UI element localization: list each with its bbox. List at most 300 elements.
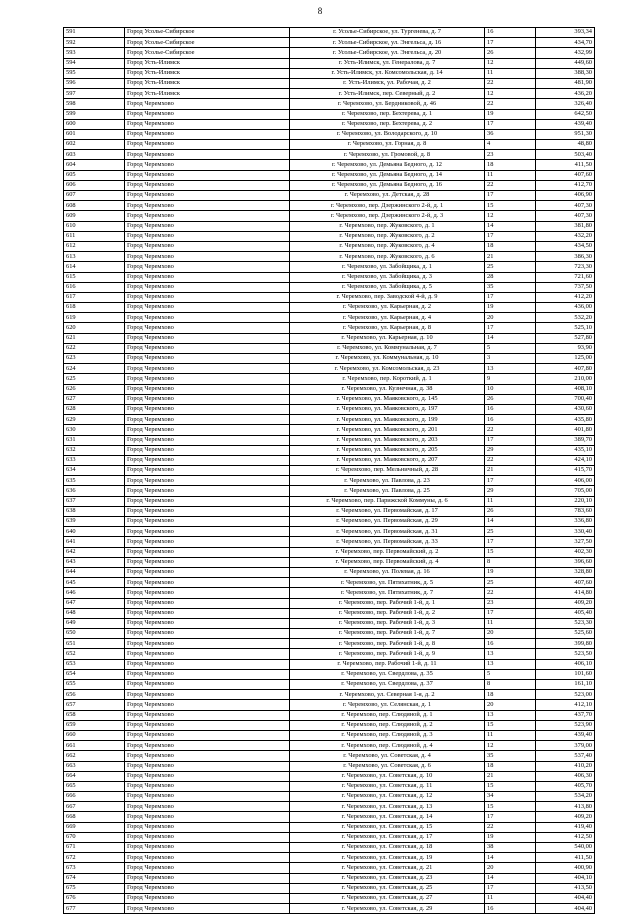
count-cell: 22 <box>485 425 536 435</box>
count-cell: 5 <box>485 343 536 353</box>
table-row <box>64 28 595 38</box>
area-cell: 405,70 <box>536 781 595 791</box>
address-cell: г. Черемхово, пер. Слюдяной, д. 1 <box>290 710 485 720</box>
count-cell: 17 <box>485 476 536 486</box>
table-row <box>64 435 595 445</box>
count-cell: 17 <box>485 435 536 445</box>
address-cell: г. Черемхово, ул. Кузнечная, д. 38 <box>290 384 485 394</box>
address-cell: г. Черемхово, ул. Павлова, д. 25 <box>290 486 485 496</box>
count-cell: 13 <box>485 659 536 669</box>
row-number-cell: 677 <box>64 904 125 914</box>
count-cell: 15 <box>485 201 536 211</box>
row-number-cell: 668 <box>64 812 125 822</box>
table-row <box>64 618 595 628</box>
table-row <box>64 119 595 129</box>
municipality-cell: Город Черемхово <box>125 313 290 323</box>
row-number-cell: 653 <box>64 659 125 669</box>
address-cell: г. Черемхово, ул. Советская, д. 14 <box>290 812 485 822</box>
count-cell: 22 <box>485 78 536 88</box>
municipality-cell: Город Черемхово <box>125 354 290 364</box>
count-cell: 11 <box>485 730 536 740</box>
municipality-cell: Город Черемхово <box>125 904 290 914</box>
municipality-cell: Город Черемхово <box>125 109 290 119</box>
table-row <box>64 557 595 567</box>
address-cell: г. Черемхово, ул. Советская, д. 6 <box>290 761 485 771</box>
table-row <box>64 680 595 690</box>
municipality-cell: Город Черемхово <box>125 425 290 435</box>
area-cell: 410,20 <box>536 761 595 771</box>
municipality-cell: Город Черемхово <box>125 649 290 659</box>
count-cell: 22 <box>485 180 536 190</box>
row-number-cell: 672 <box>64 853 125 863</box>
row-number-cell: 658 <box>64 710 125 720</box>
municipality-cell: Город Усть-Илимск <box>125 89 290 99</box>
row-number-cell: 598 <box>64 99 125 109</box>
row-number-cell: 663 <box>64 761 125 771</box>
row-number-cell: 618 <box>64 303 125 313</box>
count-cell: 29 <box>485 486 536 496</box>
address-cell: г. Черемхово, ул. Забойщика, д. 1 <box>290 262 485 272</box>
count-cell: 20 <box>485 700 536 710</box>
table-row <box>64 262 595 272</box>
count-cell: 38 <box>485 843 536 853</box>
area-cell: 721,60 <box>536 272 595 282</box>
table-row <box>64 669 595 679</box>
table-row <box>64 191 595 201</box>
row-number-cell: 671 <box>64 843 125 853</box>
table-row <box>64 170 595 180</box>
address-cell: г. Черемхово, ул. Селянская, д. 1 <box>290 700 485 710</box>
count-cell: 13 <box>485 364 536 374</box>
count-cell: 17 <box>485 323 536 333</box>
municipality-cell: Город Черемхово <box>125 700 290 710</box>
area-cell: 409,20 <box>536 598 595 608</box>
count-cell: 21 <box>485 466 536 476</box>
address-cell: г. Черемхово, пер. Дзержинского 2-й, д. 1 <box>290 201 485 211</box>
count-cell: 16 <box>485 415 536 425</box>
area-cell: 411,50 <box>536 853 595 863</box>
municipality-cell: Город Усолье-Сибирское <box>125 48 290 58</box>
address-cell: г. Черемхово, ул. Забойщика, д. 5 <box>290 282 485 292</box>
area-cell: 401,80 <box>536 425 595 435</box>
table-row <box>64 567 595 577</box>
row-number-cell: 607 <box>64 191 125 201</box>
count-cell: 8 <box>485 680 536 690</box>
count-cell: 17 <box>485 119 536 129</box>
address-cell: г. Усть-Илимск, ул. Рабочая, д. 2 <box>290 78 485 88</box>
municipality-cell: Город Черемхово <box>125 598 290 608</box>
table-row <box>64 649 595 659</box>
table-row <box>64 771 595 781</box>
address-cell: г. Черемхово, ул. Советская, д. 19 <box>290 853 485 863</box>
page-number: 8 <box>317 6 323 16</box>
municipality-cell: Город Черемхово <box>125 883 290 893</box>
address-cell: г. Черемхово, пер. Рабочий 1-й, д. 3 <box>290 618 485 628</box>
area-cell: 540,00 <box>536 843 595 853</box>
row-number-cell: 652 <box>64 649 125 659</box>
row-number-cell: 670 <box>64 832 125 842</box>
area-cell: 393,34 <box>536 28 595 38</box>
area-cell: 527,80 <box>536 333 595 343</box>
count-cell: 11 <box>485 68 536 78</box>
municipality-cell: Город Черемхово <box>125 496 290 506</box>
row-number-cell: 622 <box>64 343 125 353</box>
area-cell: 412,50 <box>536 832 595 842</box>
row-number-cell: 599 <box>64 109 125 119</box>
address-cell: г. Черемхово, ул. Первомайская, д. 33 <box>290 537 485 547</box>
count-cell: 19 <box>485 567 536 577</box>
area-cell: 408,10 <box>536 384 595 394</box>
address-cell: г. Черемхово, ул. Бердниковой, д. 46 <box>290 99 485 109</box>
table-row <box>64 659 595 669</box>
row-number-cell: 642 <box>64 547 125 557</box>
area-cell: 705,00 <box>536 486 595 496</box>
row-number-cell: 603 <box>64 150 125 160</box>
row-number-cell: 600 <box>64 119 125 129</box>
count-cell: 26 <box>485 48 536 58</box>
table-row <box>64 822 595 832</box>
table-row <box>64 476 595 486</box>
municipality-cell: Город Черемхово <box>125 659 290 669</box>
municipality-cell: Город Черемхово <box>125 710 290 720</box>
count-cell: 13 <box>485 710 536 720</box>
address-cell: г. Черемхово, ул. Северная 1-я, д. 2 <box>290 690 485 700</box>
area-cell: 336,80 <box>536 517 595 527</box>
address-cell: г. Черемхово, ул. Свердлова, д. 35 <box>290 669 485 679</box>
area-cell: 161,10 <box>536 680 595 690</box>
count-cell: 12 <box>485 741 536 751</box>
row-number-cell: 616 <box>64 282 125 292</box>
municipality-cell: Город Черемхово <box>125 629 290 639</box>
row-number-cell: 665 <box>64 781 125 791</box>
address-cell: г. Усть-Илимск, пер. Северный, д. 2 <box>290 89 485 99</box>
area-cell: 210,00 <box>536 374 595 384</box>
municipality-cell: Город Черемхово <box>125 639 290 649</box>
area-cell: 481,90 <box>536 78 595 88</box>
area-cell: 439,40 <box>536 730 595 740</box>
municipality-cell: Город Черемхово <box>125 129 290 139</box>
municipality-cell: Город Черемхово <box>125 191 290 201</box>
area-cell: 101,60 <box>536 669 595 679</box>
count-cell: 35 <box>485 282 536 292</box>
municipality-cell: Город Черемхово <box>125 160 290 170</box>
municipality-cell: Город Черемхово <box>125 751 290 761</box>
address-cell: г. Черемхово, пер. Заводской 4-й, д. 9 <box>290 292 485 302</box>
area-cell: 439,40 <box>536 119 595 129</box>
municipality-cell: Город Черемхово <box>125 822 290 832</box>
count-cell: 16 <box>485 404 536 414</box>
row-number-cell: 593 <box>64 48 125 58</box>
municipality-cell: Город Черемхово <box>125 527 290 537</box>
row-number-cell: 639 <box>64 517 125 527</box>
row-number-cell: 632 <box>64 445 125 455</box>
table-row <box>64 588 595 598</box>
municipality-cell: Город Черемхово <box>125 415 290 425</box>
count-cell: 16 <box>485 28 536 38</box>
municipality-cell: Город Черемхово <box>125 150 290 160</box>
address-cell: г. Черемхово, пер. Первомайский, д. 4 <box>290 557 485 567</box>
count-cell: 15 <box>485 781 536 791</box>
row-number-cell: 657 <box>64 700 125 710</box>
area-cell: 523,30 <box>536 618 595 628</box>
municipality-cell: Город Черемхово <box>125 578 290 588</box>
municipality-cell: Город Черемхово <box>125 262 290 272</box>
row-number-cell: 621 <box>64 333 125 343</box>
row-number-cell: 625 <box>64 374 125 384</box>
table-row <box>64 904 595 914</box>
address-cell: г. Черемхово, пер. Слюдяной, д. 4 <box>290 741 485 751</box>
row-number-cell: 602 <box>64 140 125 150</box>
municipality-cell: Город Черемхово <box>125 812 290 822</box>
count-cell: 18 <box>485 241 536 251</box>
address-cell: г. Черемхово, ул. Маяковского, д. 145 <box>290 394 485 404</box>
count-cell: 10 <box>485 384 536 394</box>
table-row <box>64 425 595 435</box>
row-number-cell: 606 <box>64 180 125 190</box>
table-row <box>64 374 595 384</box>
municipality-cell: Город Усть-Илимск <box>125 68 290 78</box>
row-number-cell: 614 <box>64 262 125 272</box>
area-cell: 399,80 <box>536 639 595 649</box>
municipality-cell: Город Черемхово <box>125 241 290 251</box>
count-cell: 19 <box>485 109 536 119</box>
row-number-cell: 604 <box>64 160 125 170</box>
area-cell: 432,99 <box>536 48 595 58</box>
table-row <box>64 537 595 547</box>
municipality-cell: Город Черемхово <box>125 466 290 476</box>
address-cell: г. Черемхово, пер. Рабочий 1-й, д. 11 <box>290 659 485 669</box>
municipality-cell: Город Черемхово <box>125 99 290 109</box>
row-number-cell: 620 <box>64 323 125 333</box>
municipality-cell: Город Черемхово <box>125 201 290 211</box>
row-number-cell: 669 <box>64 822 125 832</box>
address-cell: г. Черемхово, ул. Коммунальная, д. 7 <box>290 343 485 353</box>
row-number-cell: 643 <box>64 557 125 567</box>
count-cell: 3 <box>485 354 536 364</box>
address-cell: г. Черемхово, ул. Советская, д. 10 <box>290 771 485 781</box>
table-row <box>64 313 595 323</box>
table-row <box>64 211 595 221</box>
row-number-cell: 659 <box>64 720 125 730</box>
area-cell: 407,30 <box>536 201 595 211</box>
municipality-cell: Город Черемхово <box>125 221 290 231</box>
area-cell: 409,20 <box>536 812 595 822</box>
municipality-cell: Город Черемхово <box>125 282 290 292</box>
table-row <box>64 710 595 720</box>
table-row <box>64 201 595 211</box>
table-row <box>64 292 595 302</box>
table-row <box>64 486 595 496</box>
address-cell: г. Черемхово, пер. Мельничный, д. 28 <box>290 466 485 476</box>
row-number-cell: 666 <box>64 792 125 802</box>
address-cell: г. Черемхово, пер. Первомайский, д. 2 <box>290 547 485 557</box>
area-cell: 326,40 <box>536 99 595 109</box>
count-cell: 18 <box>485 160 536 170</box>
municipality-cell: Город Черемхово <box>125 445 290 455</box>
count-cell: 34 <box>485 792 536 802</box>
municipality-cell: Город Черемхово <box>125 802 290 812</box>
table-row <box>64 741 595 751</box>
count-cell: 12 <box>485 89 536 99</box>
count-cell: 14 <box>485 873 536 883</box>
address-cell: г. Черемхово, пер. Короткий, д. 1 <box>290 374 485 384</box>
row-number-cell: 638 <box>64 506 125 516</box>
address-cell: г. Черемхово, пер. Бехтерева, д. 2 <box>290 119 485 129</box>
municipality-cell: Город Усолье-Сибирское <box>125 38 290 48</box>
municipality-cell: Город Черемхово <box>125 374 290 384</box>
area-cell: 406,00 <box>536 476 595 486</box>
address-cell: г. Усолье-Сибирское, ул. Энгельса, д. 20 <box>290 48 485 58</box>
address-cell: г. Черемхово, ул. Советская, д. 13 <box>290 802 485 812</box>
address-cell: г. Черемхово, ул. Советская, д. 21 <box>290 863 485 873</box>
municipality-cell: Город Усть-Илимск <box>125 58 290 68</box>
area-cell: 405,40 <box>536 608 595 618</box>
address-cell: г. Черемхово, ул. Пятихатник, д. 7 <box>290 588 485 598</box>
address-cell: г. Черемхово, пер. Рабочий 1-й, д. 7 <box>290 629 485 639</box>
address-cell: г. Черемхово, ул. Маяковского, д. 201 <box>290 425 485 435</box>
count-cell: 17 <box>485 537 536 547</box>
table-row <box>64 78 595 88</box>
table-row <box>64 527 595 537</box>
count-cell: 5 <box>485 669 536 679</box>
count-cell: 29 <box>485 445 536 455</box>
area-cell: 537,40 <box>536 751 595 761</box>
municipality-cell: Город Усть-Илимск <box>125 78 290 88</box>
area-cell: 737,50 <box>536 282 595 292</box>
table-row <box>64 231 595 241</box>
address-cell: г. Черемхово, пер. Жуковского, д. 1 <box>290 221 485 231</box>
count-cell: 17 <box>485 608 536 618</box>
count-cell: 21 <box>485 252 536 262</box>
area-cell: 406,30 <box>536 771 595 781</box>
address-cell: г. Черемхово, ул. Демьяна Бедного, д. 14 <box>290 170 485 180</box>
municipality-cell: Город Черемхово <box>125 567 290 577</box>
municipality-cell: Город Черемхово <box>125 557 290 567</box>
row-number-cell: 619 <box>64 313 125 323</box>
area-cell: 125,00 <box>536 354 595 364</box>
municipality-cell: Город Черемхово <box>125 435 290 445</box>
table-row <box>64 89 595 99</box>
count-cell: 23 <box>485 150 536 160</box>
area-cell: 525,60 <box>536 629 595 639</box>
municipality-cell: Город Черемхово <box>125 547 290 557</box>
area-cell: 419,40 <box>536 822 595 832</box>
row-number-cell: 591 <box>64 28 125 38</box>
address-cell: г. Черемхово, ул. Горная, д. 8 <box>290 140 485 150</box>
count-cell: 13 <box>485 649 536 659</box>
area-cell: 523,90 <box>536 720 595 730</box>
address-cell: г. Черемхово, ул. Маяковского, д. 197 <box>290 404 485 414</box>
row-number-cell: 610 <box>64 221 125 231</box>
row-number-cell: 644 <box>64 567 125 577</box>
address-cell: г. Черемхово, ул. Маяковского, д. 207 <box>290 455 485 465</box>
municipality-cell: Город Черемхово <box>125 588 290 598</box>
municipality-cell: Город Черемхово <box>125 618 290 628</box>
table-row <box>64 608 595 618</box>
address-cell: г. Черемхово, ул. Карьерная, д. 10 <box>290 333 485 343</box>
row-number-cell: 661 <box>64 741 125 751</box>
row-number-cell: 623 <box>64 354 125 364</box>
address-cell: г. Черемхово, ул. Советская, д. 12 <box>290 792 485 802</box>
table-row <box>64 333 595 343</box>
table-row <box>64 883 595 893</box>
row-number-cell: 645 <box>64 578 125 588</box>
row-number-cell: 662 <box>64 751 125 761</box>
area-cell: 413,50 <box>536 883 595 893</box>
address-cell: г. Черемхово, ул. Советская, д. 18 <box>290 843 485 853</box>
area-cell: 407,30 <box>536 211 595 221</box>
count-cell: 19 <box>485 303 536 313</box>
area-cell: 407,60 <box>536 578 595 588</box>
area-cell: 386,30 <box>536 252 595 262</box>
address-cell: г. Черемхово, пер. Рабочий 1-й, д. 2 <box>290 608 485 618</box>
address-cell: г. Черемхово, ул. Советская, д. 11 <box>290 781 485 791</box>
address-cell: г. Черемхово, ул. Советская, д. 25 <box>290 883 485 893</box>
row-number-cell: 675 <box>64 883 125 893</box>
table-row <box>64 863 595 873</box>
row-number-cell: 673 <box>64 863 125 873</box>
row-number-cell: 605 <box>64 170 125 180</box>
count-cell: 20 <box>485 313 536 323</box>
table-row <box>64 68 595 78</box>
area-cell: 523,50 <box>536 649 595 659</box>
municipality-cell: Город Черемхово <box>125 180 290 190</box>
table-row <box>64 221 595 231</box>
table-row <box>64 578 595 588</box>
count-cell: 14 <box>485 333 536 343</box>
area-cell: 437,70 <box>536 710 595 720</box>
municipality-cell: Город Черемхово <box>125 669 290 679</box>
count-cell: 28 <box>485 272 536 282</box>
address-cell: г. Черемхово, ул. Володарского, д. 10 <box>290 129 485 139</box>
area-cell: 412,20 <box>536 292 595 302</box>
address-cell: г. Черемхово, ул. Павлова, д. 23 <box>290 476 485 486</box>
municipality-cell: Город Черемхово <box>125 781 290 791</box>
address-cell: г. Усть-Илимск, ул. Комсомольская, д. 14 <box>290 68 485 78</box>
municipality-cell: Город Черемхово <box>125 720 290 730</box>
count-cell: 11 <box>485 618 536 628</box>
municipality-cell: Город Черемхово <box>125 690 290 700</box>
table-row <box>64 792 595 802</box>
address-cell: г. Черемхово, ул. Забойщика, д. 3 <box>290 272 485 282</box>
table-row <box>64 720 595 730</box>
row-number-cell: 611 <box>64 231 125 241</box>
municipality-cell: Город Черемхово <box>125 608 290 618</box>
count-cell: 19 <box>485 832 536 842</box>
table-row <box>64 48 595 58</box>
area-cell: 534,20 <box>536 792 595 802</box>
table-row <box>64 629 595 639</box>
row-number-cell: 612 <box>64 241 125 251</box>
municipality-cell: Город Черемхово <box>125 863 290 873</box>
table-row <box>64 303 595 313</box>
count-cell: 26 <box>485 506 536 516</box>
municipality-cell: Город Черемхово <box>125 404 290 414</box>
municipality-cell: Город Черемхово <box>125 394 290 404</box>
area-cell: 414,80 <box>536 588 595 598</box>
table-row <box>64 751 595 761</box>
address-cell: г. Черемхово, ул. Коммунальная, д. 10 <box>290 354 485 364</box>
count-cell: 18 <box>485 690 536 700</box>
table-row <box>64 853 595 863</box>
row-number-cell: 660 <box>64 730 125 740</box>
address-cell: г. Черемхово, пер. Рабочий 1-й, д. 9 <box>290 649 485 659</box>
municipality-cell: Город Черемхово <box>125 333 290 343</box>
count-cell: 22 <box>485 455 536 465</box>
area-cell: 523,00 <box>536 690 595 700</box>
count-cell: 17 <box>485 812 536 822</box>
area-cell: 783,60 <box>536 506 595 516</box>
